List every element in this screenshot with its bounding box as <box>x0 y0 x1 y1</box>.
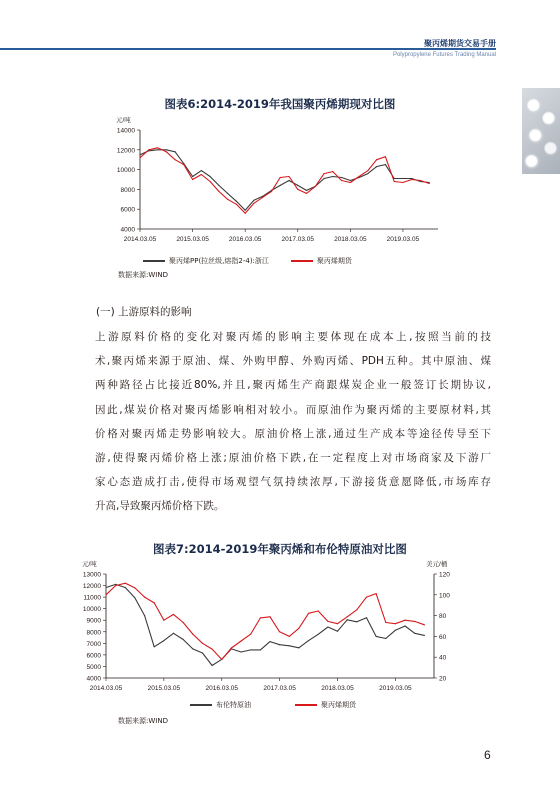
legend-swatch-futures <box>291 260 313 262</box>
series-point <box>341 180 342 181</box>
series-point <box>192 179 193 180</box>
series-point <box>144 597 145 598</box>
figure7-chart <box>0 556 560 698</box>
series-point <box>125 583 126 584</box>
series-point <box>250 649 251 650</box>
series-point <box>308 613 309 614</box>
x-tick-label: 2018.03.05 <box>321 685 354 692</box>
series-point <box>376 159 377 160</box>
page-number: 6 <box>484 748 491 762</box>
series-point <box>341 177 342 178</box>
figure7-source: 数据来源:WIND <box>118 717 168 725</box>
paragraph-line: 两种路径占比接近80%,并且,聚丙烯生产商跟煤炭企业一般签订长期协议, <box>95 379 491 392</box>
paragraph-line: 因此,煤炭价格对聚丙烯影响相对较小。而原油作为聚丙烯的主要原材料,其 <box>95 403 491 416</box>
series-point <box>308 640 309 641</box>
legend-label-futures: 聚丙烯期货 <box>316 257 352 265</box>
series-point <box>253 200 254 201</box>
series-point <box>245 210 246 211</box>
series-point <box>240 651 241 652</box>
series-point <box>105 594 106 595</box>
series-point <box>163 640 164 641</box>
header-subtitle: Polypropylene Futures Trading Manual <box>392 52 496 58</box>
series-point <box>183 639 184 640</box>
series-point <box>332 171 333 172</box>
series-point <box>115 584 116 585</box>
y-tick-label-left: 9000 <box>86 617 101 625</box>
series-line <box>140 148 429 213</box>
y-tick-label-right: 40 <box>439 654 447 662</box>
x-tick-label: 2014.03.05 <box>123 236 157 243</box>
series-point <box>157 147 158 148</box>
series-point <box>395 623 396 624</box>
y-tick-label-left: 12000 <box>82 583 101 591</box>
paragraph-line: 升高,导致聚丙烯价格下跌。 <box>95 500 225 513</box>
series-point <box>350 180 351 181</box>
series-point <box>139 154 140 155</box>
x-tick-label: 2017.03.05 <box>281 236 315 243</box>
series-point <box>174 151 175 152</box>
y-tick-label-left: 14000 <box>116 127 135 135</box>
legend-item-brent <box>190 700 251 710</box>
series-point <box>347 616 348 617</box>
series-point <box>288 176 289 177</box>
y-tick-label-left: 10000 <box>82 606 101 614</box>
legend-swatch-spot <box>143 260 165 262</box>
series-point <box>271 191 272 192</box>
series-point <box>201 170 202 171</box>
y-tick-label-left: 8000 <box>120 186 135 194</box>
figure7-title: 图表7:2014-2019年聚丙烯和布伦特原油对比图 <box>153 542 407 556</box>
series-point <box>240 640 241 641</box>
series-point <box>402 182 403 183</box>
series-point <box>280 185 281 186</box>
series-point <box>366 597 367 598</box>
series-point <box>227 193 228 194</box>
series-point <box>105 587 106 588</box>
series-point <box>231 647 232 648</box>
series-point <box>166 149 167 150</box>
series-point <box>414 621 415 622</box>
series-point <box>315 186 316 187</box>
paragraph-line: 价格对聚丙烯走势影响较大。原油价格上涨,通过生产成本等途径传导至下 <box>95 427 491 440</box>
series-point <box>356 621 357 622</box>
series-point <box>306 190 307 191</box>
series-point <box>367 173 368 174</box>
series-point <box>236 204 237 205</box>
y-tick-label-left: 4000 <box>120 226 135 234</box>
series-point <box>332 176 333 177</box>
series-point <box>429 183 430 184</box>
y-tick-label-left: 6000 <box>120 206 135 214</box>
x-tick-label: 2015.03.05 <box>176 236 209 243</box>
series-point <box>218 191 219 192</box>
series-point <box>192 648 193 649</box>
series-point <box>218 185 219 186</box>
header-title: 聚丙烯期货交易手册 <box>424 39 496 48</box>
y-axis-unit-left: 元/吨 <box>82 561 97 568</box>
series-point <box>376 593 377 594</box>
series-point <box>280 177 281 178</box>
y-tick-label-right: 20 <box>439 675 447 683</box>
series-point <box>174 159 175 160</box>
series-point <box>402 178 403 179</box>
series-point <box>236 201 237 202</box>
series-point <box>411 179 412 180</box>
series-point <box>289 636 290 637</box>
legend-item-futures <box>291 256 352 266</box>
series-point <box>366 617 367 618</box>
series-point <box>260 617 261 618</box>
figure7-legend <box>190 700 356 710</box>
series-point <box>279 644 280 645</box>
figure6-legend <box>143 256 352 266</box>
series-point <box>260 649 261 650</box>
header-rule <box>0 48 496 50</box>
series-point <box>367 170 368 171</box>
series-point <box>212 649 213 650</box>
series-point <box>318 634 319 635</box>
series-point <box>356 609 357 610</box>
series-point <box>154 646 155 647</box>
series-point <box>323 178 324 179</box>
y-tick-label-left: 10000 <box>116 167 135 175</box>
series-point <box>269 641 270 642</box>
series-point <box>420 180 421 181</box>
series-point <box>210 181 211 182</box>
y-tick-label-right: 100 <box>439 592 450 600</box>
series-point <box>134 587 135 588</box>
series-point <box>212 665 213 666</box>
series-point <box>376 636 377 637</box>
series-point <box>134 597 135 598</box>
series-point <box>347 619 348 620</box>
series-point <box>323 173 324 174</box>
series-point <box>318 610 319 611</box>
figure6-source: 数据来源:WIND <box>118 271 168 279</box>
series-point <box>157 149 158 150</box>
y-tick-label-right: 80 <box>439 613 447 621</box>
series-point <box>385 622 386 623</box>
series-point <box>166 151 167 152</box>
series-point <box>350 182 351 183</box>
series-point <box>297 189 298 190</box>
series-point <box>404 620 405 621</box>
series-point <box>154 602 155 603</box>
body-paragraph <box>95 325 491 519</box>
x-tick-label: 2017.03.05 <box>263 685 296 692</box>
series-point <box>424 635 425 636</box>
figure6-chart <box>0 112 560 262</box>
series-point <box>192 633 193 634</box>
series-point <box>245 213 246 214</box>
series-point <box>306 193 307 194</box>
series-point <box>337 623 338 624</box>
series-point <box>359 176 360 177</box>
series-point <box>221 659 222 660</box>
series-point <box>385 164 386 165</box>
legend-item-spot <box>143 256 269 266</box>
series-point <box>144 615 145 616</box>
x-tick-label: 2018.03.05 <box>334 236 367 243</box>
series-point <box>202 643 203 644</box>
legend-label-spot: 聚丙烯PP(拉丝级,熔指2-4):浙江 <box>169 257 269 265</box>
y-tick-label-left: 4000 <box>86 675 101 683</box>
x-tick-label: 2016.03.05 <box>228 236 262 243</box>
series-point <box>253 203 254 204</box>
legend-label-pp-futures: 聚丙烯期货 <box>321 701 356 709</box>
legend-swatch-pp-futures <box>295 704 317 706</box>
series-point <box>269 616 270 617</box>
x-tick-label: 2019.03.05 <box>379 685 412 692</box>
series-point <box>183 164 184 165</box>
x-tick-label: 2019.03.05 <box>386 236 420 243</box>
legend-item-pp-futures <box>295 700 356 710</box>
legend-label-brent: 布伦特原油 <box>216 701 251 709</box>
series-point <box>115 585 116 586</box>
series-point <box>289 645 290 646</box>
series-point <box>183 622 184 623</box>
y-tick-label-left: 13000 <box>82 571 101 579</box>
paragraph-line: 家心态造成打击,使得市场观望气氛持续浓厚,下游接货意愿降低,市场库存 <box>95 476 491 489</box>
y-axis-unit-right: 美元/桶 <box>426 561 448 568</box>
series-point <box>327 626 328 627</box>
x-tick-label: 2015.03.05 <box>147 685 181 692</box>
series-point <box>279 631 280 632</box>
series-point <box>201 174 202 175</box>
y-tick-label-right: 120 <box>439 571 450 579</box>
series-point <box>424 624 425 625</box>
y-axis-unit-left: 元/吨 <box>116 117 131 124</box>
series-point <box>163 620 164 621</box>
series-point <box>327 621 328 622</box>
x-tick-label: 2016.03.05 <box>205 685 239 692</box>
y-tick-label-left: 11000 <box>83 594 101 602</box>
series-point <box>404 625 405 626</box>
paragraph-line: 游,使得聚丙烯价格上涨;原油价格下跌,在一定程度上对市场商家及下游厂 <box>95 452 491 465</box>
paragraph-line: 上游原料价格的变化对聚丙烯的影响主要体现在成本上,按照当前的技 <box>95 331 491 343</box>
series-point <box>210 176 211 177</box>
series-point <box>298 647 299 648</box>
series-point <box>376 166 377 167</box>
series-point <box>298 628 299 629</box>
series-point <box>385 638 386 639</box>
series-point <box>337 631 338 632</box>
series-point <box>227 199 228 200</box>
y-tick-label-left: 5000 <box>86 663 101 671</box>
series-point <box>395 630 396 631</box>
series-point <box>250 633 251 634</box>
series-point <box>173 614 174 615</box>
figure6-title: 图表6:2014-2019年我国聚丙烯期现对比图 <box>164 97 396 111</box>
section-heading: (一) 上游原料的影响 <box>96 306 192 318</box>
series-line <box>106 583 424 659</box>
y-tick-label-left: 8000 <box>86 629 101 637</box>
series-point <box>385 156 386 157</box>
series-point <box>414 633 415 634</box>
series-point <box>125 587 126 588</box>
series-point <box>394 181 395 182</box>
series-point <box>262 197 263 198</box>
series-point <box>173 633 174 634</box>
series-point <box>288 180 289 181</box>
series-point <box>297 185 298 186</box>
legend-swatch-brent <box>190 704 212 706</box>
y-tick-label-left: 7000 <box>86 640 101 648</box>
series-point <box>192 176 193 177</box>
series-point <box>148 149 149 150</box>
series-point <box>202 652 203 653</box>
x-tick-label: 2014.03.05 <box>89 685 123 692</box>
series-point <box>139 157 140 158</box>
paragraph-line: 术,聚丙烯来源于原油、煤、外购甲醇、外购丙烯、PDH五种。其中原油、煤 <box>95 355 491 368</box>
y-tick-label-left: 6000 <box>86 652 101 660</box>
y-tick-label-left: 12000 <box>116 147 135 155</box>
y-tick-label-right: 60 <box>439 633 447 641</box>
